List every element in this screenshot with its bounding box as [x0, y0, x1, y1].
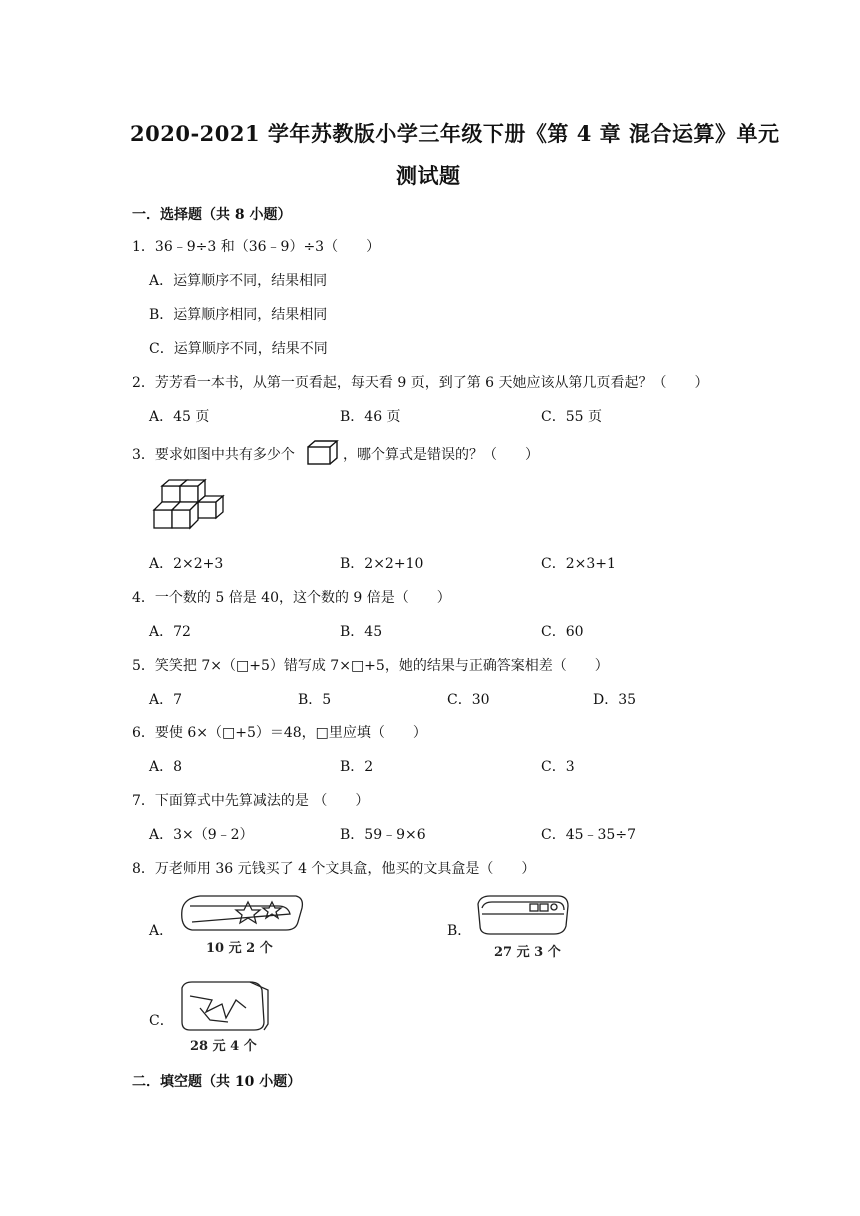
question-2-option-a: A．45 页	[149, 409, 210, 425]
page-title-line2: 测试题	[396, 163, 461, 188]
question-3-stem-part2: ，哪个算式是错误的？（ ）	[343, 447, 539, 463]
question-2-stem: 2．芳芳看一本书，从第一页看起，每天看 9 页，到了第 6 天她应该从第几页看起？（ ）	[132, 375, 709, 391]
question-8-option-c: C．	[149, 1013, 174, 1029]
question-3-option-a: A．2×2+3	[149, 556, 224, 572]
pencil-case-c-figure	[176, 978, 272, 1058]
stacked-cubes-figure	[152, 478, 228, 538]
page-title-line1: 2020-2021 学年苏教版小学三年级下册《第 4 章 混合运算》单元	[130, 121, 780, 146]
question-5-option-b: B．5	[298, 692, 332, 708]
question-2-option-c: C．55 页	[541, 409, 602, 425]
question-7-option-b: B．59﹣9×6	[340, 827, 426, 843]
pencil-case-b-figure	[474, 890, 574, 964]
pencil-case-a-figure	[178, 892, 308, 962]
question-4-option-c: C．60	[541, 624, 584, 640]
question-1-stem: 1．36﹣9÷3 和（36﹣9）÷3（ ）	[132, 239, 381, 255]
cube-icon	[306, 440, 342, 466]
section-heading-choice: 一．选择题（共 8 小题）	[132, 207, 292, 223]
question-6-option-a: A．8	[149, 759, 183, 775]
question-3-option-c: C．2×3+1	[541, 556, 616, 572]
question-7-option-c: C．45﹣35÷7	[541, 827, 636, 843]
question-5-option-c: C．30	[447, 692, 490, 708]
question-6-stem: 6．要使 6×（□+5）＝48，□里应填（ ）	[132, 725, 427, 741]
pencil-case-c-label: 28 元 4 个	[190, 1039, 257, 1054]
question-6-option-c: C．3	[541, 759, 575, 775]
question-1-option-c: C．运算顺序不同，结果不同	[149, 341, 328, 357]
question-7-option-a: A．3×（9﹣2）	[149, 827, 254, 843]
question-5-option-a: A．7	[149, 692, 183, 708]
question-4-stem: 4．一个数的 5 倍是 40，这个数的 9 倍是（ ）	[132, 590, 451, 606]
question-1-option-a: A．运算顺序不同，结果相同	[149, 273, 328, 289]
question-3-option-b: B．2×2+10	[340, 556, 424, 572]
question-8-stem: 8．万老师用 36 元钱买了 4 个文具盒，他买的文具盒是（ ）	[132, 861, 536, 877]
question-2-option-b: B．46 页	[340, 409, 401, 425]
question-8-option-a: A．	[149, 923, 174, 939]
question-5-stem: 5．笑笑把 7×（□+5）错写成 7×□+5，她的结果与正确答案相差（ ）	[132, 658, 609, 674]
pencil-case-a-label: 10 元 2 个	[206, 941, 273, 956]
question-4-option-a: A．72	[149, 624, 191, 640]
question-7-stem: 7．下面算式中先算减法的是 （ ）	[132, 793, 370, 809]
question-4-option-b: B．45	[340, 624, 383, 640]
question-3-stem-part1: 3．要求如图中共有多少个	[132, 447, 295, 463]
question-1-option-b: B．运算顺序相同，结果相同	[149, 307, 328, 323]
question-5-option-d: D．35	[593, 692, 637, 708]
section-heading-fill-in: 二．填空题（共 10 小题）	[132, 1074, 302, 1090]
question-6-option-b: B．2	[340, 759, 374, 775]
pencil-case-b-label: 27 元 3 个	[494, 945, 561, 960]
question-8-option-b: B．	[447, 923, 472, 939]
